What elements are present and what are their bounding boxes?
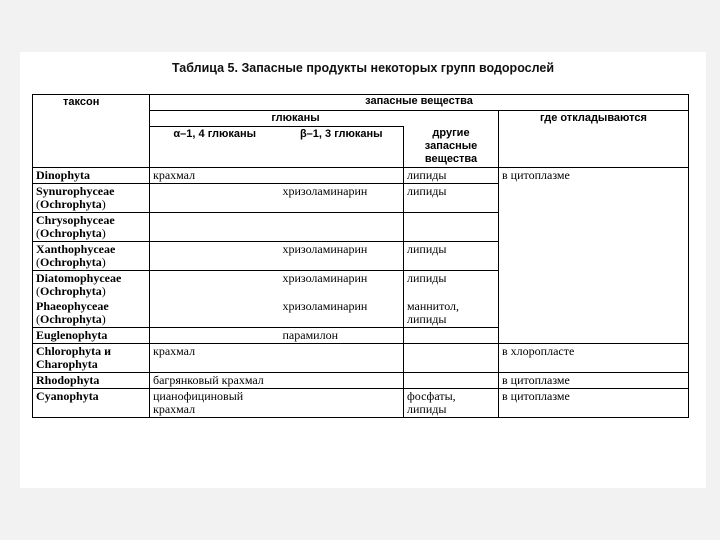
header-alpha: α–1, 4 глюканы (150, 126, 280, 168)
alpha-cell (150, 271, 280, 300)
document-page (20, 52, 706, 488)
other-cell: липиды (404, 271, 499, 300)
other-cell (404, 328, 499, 344)
where-cell: в цитоплазме (499, 389, 689, 418)
alpha-cell (150, 299, 280, 328)
beta-cell (280, 389, 404, 418)
alpha-cell (150, 213, 280, 242)
beta-cell (280, 373, 404, 389)
taxon-cell: Chrysophyceae (Ochrophyta) (33, 213, 150, 242)
where-cell: в хлоропласте (499, 344, 689, 373)
beta-cell (280, 213, 404, 242)
beta-cell (280, 344, 404, 373)
taxon-cell: Chlorophyta и Charophyta (33, 344, 150, 373)
beta-cell (280, 168, 404, 184)
other-cell: липиды (404, 184, 499, 213)
where-cell: в цитоплазме (499, 373, 689, 389)
header-reserve (150, 95, 689, 111)
beta-cell: парамилон (280, 328, 404, 344)
other-cell: липиды (404, 242, 499, 271)
taxon-cell: Xanthophyceae (Ochrophyta) (33, 242, 150, 271)
table-caption: Таблица 5. Запасные продукты некоторых групп водорослей (171, 61, 555, 75)
header-reserve-label: запасные вещества (365, 95, 473, 107)
alpha-cell: крахмал (150, 168, 280, 184)
header-taxon: таксон (33, 95, 150, 111)
other-cell: фосфаты, липиды (404, 389, 499, 418)
reserve-products-table (32, 94, 689, 418)
header-beta: β–1, 3 глюканы (280, 126, 404, 168)
alpha-cell (150, 242, 280, 271)
alpha-cell (150, 184, 280, 213)
taxon-cell: Euglenophyta (33, 328, 150, 344)
beta-cell: хризоламинарин (280, 271, 404, 300)
taxon-cell: Rhodophyta (33, 373, 150, 389)
taxon-cell: Phaeophyceae (Ochrophyta) (33, 299, 150, 328)
other-cell: липиды (404, 168, 499, 184)
taxon-cell: Dinophyta (33, 168, 150, 184)
taxon-cell: Diatomophyceae (Ochrophyta) (33, 271, 150, 300)
taxon-cell: Synurophyceae (Ochrophyta) (33, 184, 150, 213)
alpha-cell (150, 328, 280, 344)
alpha-cell: цианофициновый крахмал (150, 389, 280, 418)
other-cell (404, 373, 499, 389)
beta-cell: хризоламинарин (280, 242, 404, 271)
beta-cell: хризоламинарин (280, 184, 404, 213)
header-other: другие запасные вещества (404, 126, 499, 168)
table-row (33, 344, 689, 373)
table-row (33, 168, 689, 184)
header-glucans: глюканы (150, 110, 499, 126)
taxon-cell: Cyanophyta (33, 389, 150, 418)
table-row (33, 389, 689, 418)
alpha-cell: багрянковый крахмал (150, 373, 280, 389)
where-cell: в цитоплазме (499, 168, 689, 344)
other-cell (404, 213, 499, 242)
table-row (33, 373, 689, 389)
other-cell (404, 344, 499, 373)
other-cell: маннитол, липиды (404, 299, 499, 328)
header-where: где откладываются (499, 110, 689, 168)
beta-cell: хризоламинарин (282, 299, 368, 313)
alpha-cell: крахмал (150, 344, 280, 373)
